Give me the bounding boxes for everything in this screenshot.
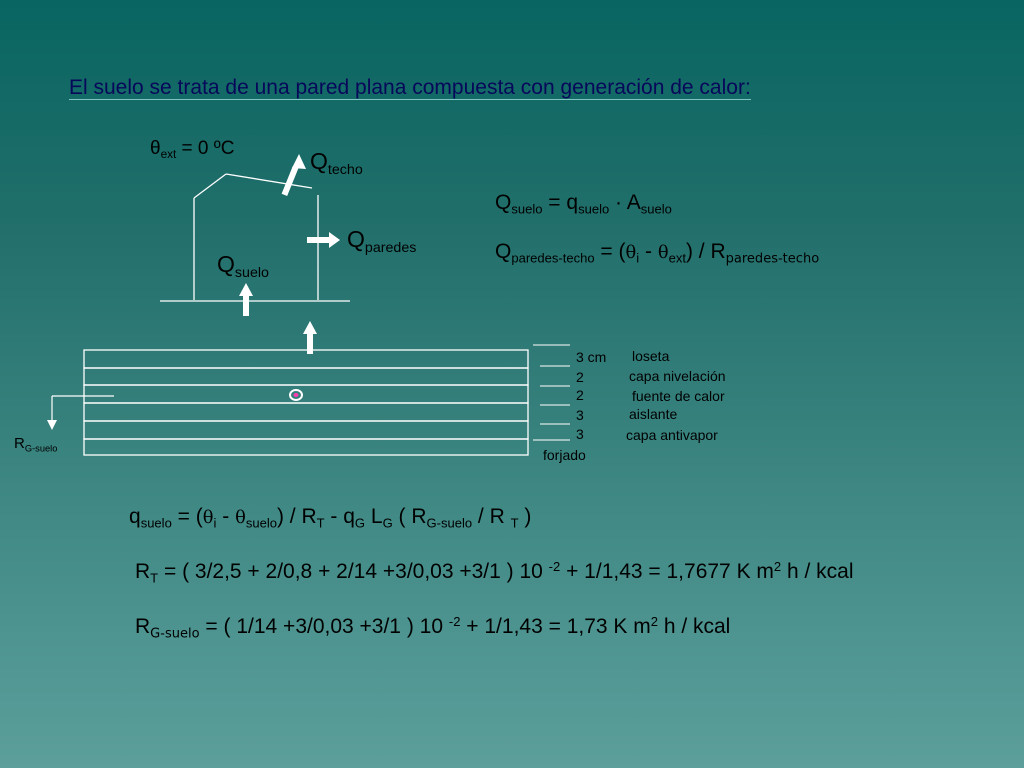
formula-rt: $R_T$ = ( 3/2,5 + 2/0,8 + 2/14 +3/0,03 +3/1 ) 10 $^{-2}$ + 1/1,43 = 1,7677 K $m^2$ h / kcal [135, 558, 854, 586]
layer-name-forjado: forjado [543, 447, 586, 463]
thickness-loseta: 3 cm [576, 349, 607, 365]
formula-rg-suelo: $R_{G-suelo}$ = ( 1/14 +3/0,03 +3/1 ) 10 $^{-2}$ + 1/1,43 = 1,73 K $m^2$ h / kcal [135, 613, 731, 642]
q-paredes-label: $Q_{paredes}$ [347, 226, 417, 256]
q-techo-arrow [282, 154, 306, 196]
thickness-fuente: 2 [576, 387, 584, 403]
equation-q-paredes-techo: $Q_{paredes-techo} = (\theta_i - \theta_{ext}) / R_{paredes-techo}$ [495, 240, 820, 267]
thickness-aislante: 3 [576, 407, 584, 423]
formula-q-suelo: $q_{suelo} = (\theta_i - \theta_{suelo}) / R_T - q_G$ $L_G$ ( $R_{G-suelo}$ / R $_T$ ) [129, 505, 532, 531]
thickness-antivapor: 3 [576, 426, 584, 442]
layer-name-aislante: aislante [629, 406, 678, 422]
layer-name-nivelacion: capa nivelación [629, 368, 726, 384]
layer-name-antivapor: capa antivapor [626, 427, 718, 443]
page-title: El suelo se trata de una pared plana compuesta con generación de calor: [69, 76, 751, 99]
q-suelo-arrow [239, 283, 253, 316]
thickness-nivelacion: 2 [576, 369, 584, 385]
floor-heat-arrow [303, 321, 317, 354]
r-g-suelo-label: $R_{G-suelo}$ [14, 435, 58, 454]
thickness-markers [533, 345, 570, 440]
q-suelo-label: $Q_{suelo}$ [217, 251, 269, 281]
q-paredes-arrow [307, 232, 340, 248]
equation-q-suelo: $Q_{suelo} = q_{suelo} \cdot A_{suelo}$ [495, 191, 672, 217]
r-g-suelo-connector [47, 396, 114, 430]
q-techo-label: $Q_{techo}$ [310, 148, 363, 178]
layer-name-loseta: loseta [632, 348, 670, 364]
layer-name-fuente: fuente de calor [632, 388, 725, 404]
theta-ext-label: $\theta_{ext} = 0$ ºC [150, 138, 235, 162]
floor-layers [84, 350, 528, 455]
heat-source-icon [290, 390, 302, 400]
